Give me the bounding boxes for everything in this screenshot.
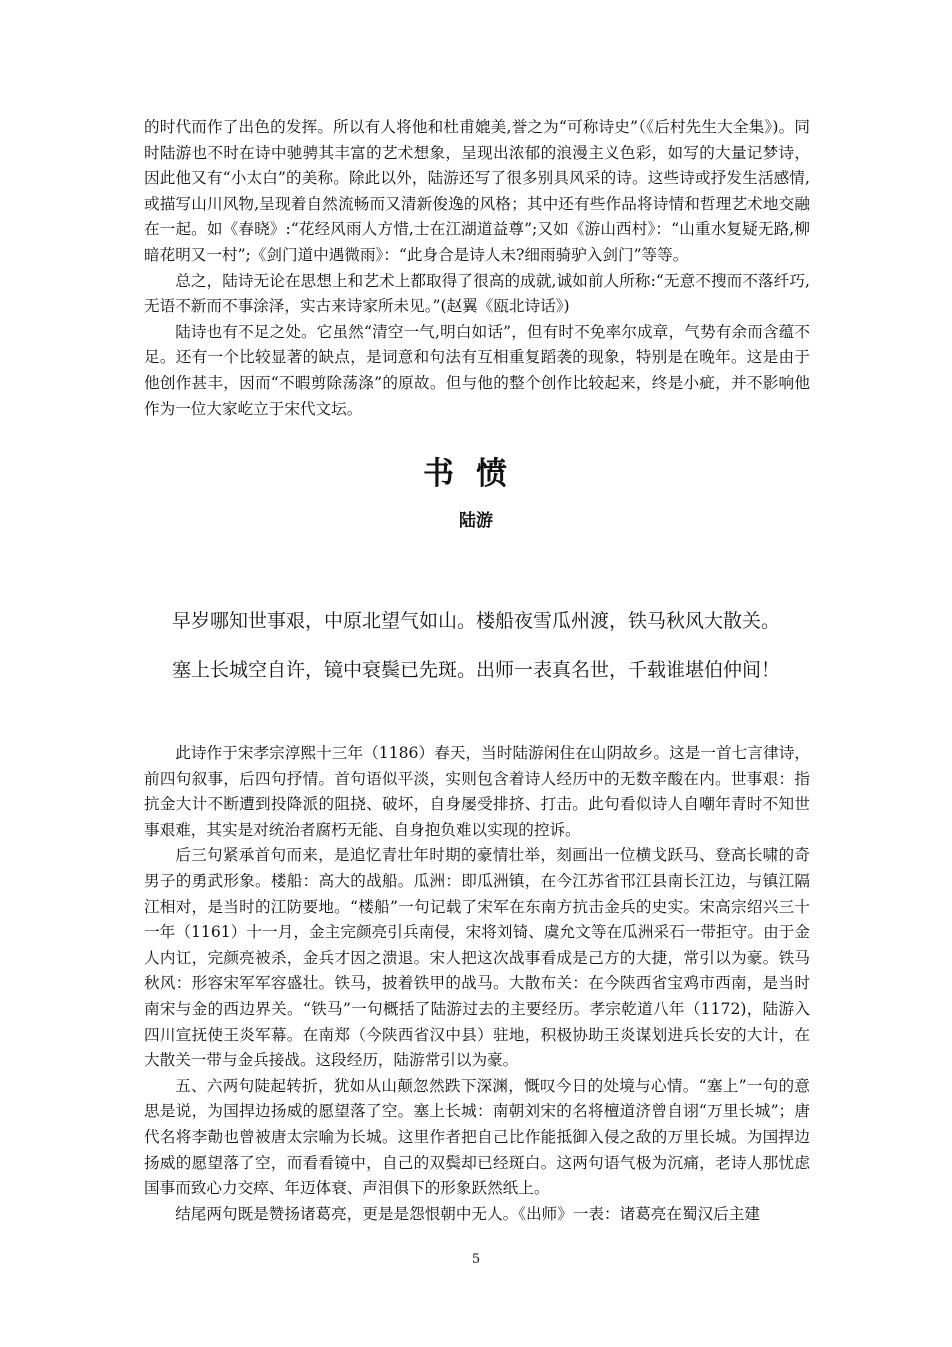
page-number: 5 — [471, 1252, 481, 1267]
commentary-text — [144, 741, 810, 1227]
intro-text — [144, 115, 810, 422]
commentary-paragraph-4: 结尾两句既是赞扬诸葛亮，更是是怨恨朝中无人。《出师》一表：诸葛亮在蜀汉后主建 — [175, 1204, 760, 1223]
intro-paragraph-1: 的时代而作了出色的发挥。所以有人将他和杜甫媲美,誉之为“可称诗史”（《后村先生大全集》)。同时陆游也不时在诗中驰骋其丰富的艺术想象，呈现出浓郁的浪漫主义色彩，如写的大量记梦诗，因此他又有“小太白”的美称。除此以外，陆游还写了很多别具风采的诗。这些诗或抒发生活感情,或描写山川风物,呈现着自然流畅而又清新俊逸的风格；其中还有些作品将诗情和哲理艺术地交融在一起。如《春晓》:“花经风雨人方惜,士在江湖道益尊”;又如《游山西村》：“山重水复疑无路,柳暗花明又一村”;《剑门道中遇微雨》：“此身合是诗人未?细雨骑驴入剑门”等等。 — [144, 118, 810, 264]
commentary-paragraph-3: 五、六两句陡起转折，犹如从山颠忽然跌下深渊，慨叹今日的处境与心情。“塞上”一句的意思是说，为国捍边扬威的愿望落了空。塞上长城：南朝刘宋的名将檀道济曾自诩“万里长城”；唐代名将李勣也曾被唐太宗喻为长城。这里作者把自己比作能抵御入侵之敌的万里长城。为国捍边扬威的愿望落了空，而看看镜中，自己的双鬓却已经斑白。这两句语气极为沉痛，老诗人那忧虑国事而致心力交瘁、年迈体衰、声泪俱下的形象跃然纸上。 — [144, 1076, 810, 1198]
poem-line-2: 塞上长城空自许，镜中衰鬓已先斑。出师一表真名世，千载谁堪伯仲间！ — [171, 659, 780, 681]
commentary-paragraph-2: 后三句紧承首句而来，是追忆青壮年时期的豪情壮举，刻画出一位横戈跃马、登高长啸的奇男子的勇武形象。楼船：高大的战船。瓜洲：即瓜洲镇，在今江苏省邗江县南长江边，与镇江隔江相对，是当时的江防要地。“楼船”一句记载了宋军在东南方抗击金兵的史实。宋高宗绍兴三十一年（1161）十一月，金主完颜亮引兵南侵，宋将刘锜、虞允文等在瓜洲采石一带拒守。由于金人内讧，完颜亮被杀，金兵才因之溃退。宋人把这次战事看成是己方的大捷，常引以为豪。铁马秋风：形容宋军军容盛壮。铁马，披着铁甲的战马。大散布关：在今陕西省宝鸡市西南，是当时南宋与金的西边界关。“铁马”一句概括了陆游过去的主要经历。孝宗乾道八年（1172)，陆游入四川宣抚使王炎军幕。在南郑（今陕西省汉中县）驻地，积极协助王炎谋划进兵长安的大计，在大散关一带与金兵接战。这段经历，陆游常引以为豪。 — [144, 846, 810, 1070]
intro-paragraph-2: 总之，陆诗无论在思想上和艺术上都取得了很高的成就,诚如前人所称:“无意不搜而不落纤巧,无语不新而不事涂泽，实古来诗家所未见。”(赵翼《瓯北诗话》) — [144, 271, 810, 316]
intro-paragraph-3: 陆诗也有不足之处。它虽然“清空一气,明白如话”，但有时不免率尔成章，气势有余而含蕴不足。还有一个比较显著的缺点，是词意和句法有互相重复蹈袭的现象，特别是在晚年。这是由于他创作甚丰，因而“不暇剪除荡涤”的原故。但与他的整个创作比较起来，终是小疵，并不影响他作为一位大家屹立于宋代文坛。 — [144, 322, 810, 418]
poem-author: 陆游 — [459, 511, 493, 531]
commentary-paragraph-1: 此诗作于宋孝宗淳熙十三年（1186）春天，当时陆游闲住在山阴故乡。这是一首七言律诗，前四句叙事，后四句抒情。首句语似平淡，实则包含着诗人经历中的无数辛酸在内。世事艰：指抗金大计不断遭到投降派的阻挠、破坏，自身屡受排挤、打击。此句看似诗人自嘲年青时不知世事艰难，其实是对统治者腐朽无能、自身抱负难以实现的控诉。 — [144, 744, 810, 839]
poem-line-1: 早岁哪知世事艰，中原北望气如山。楼船夜雪瓜州渡，铁马秋风大散关。 — [171, 610, 780, 632]
poem-title: 书愤 — [423, 456, 529, 492]
